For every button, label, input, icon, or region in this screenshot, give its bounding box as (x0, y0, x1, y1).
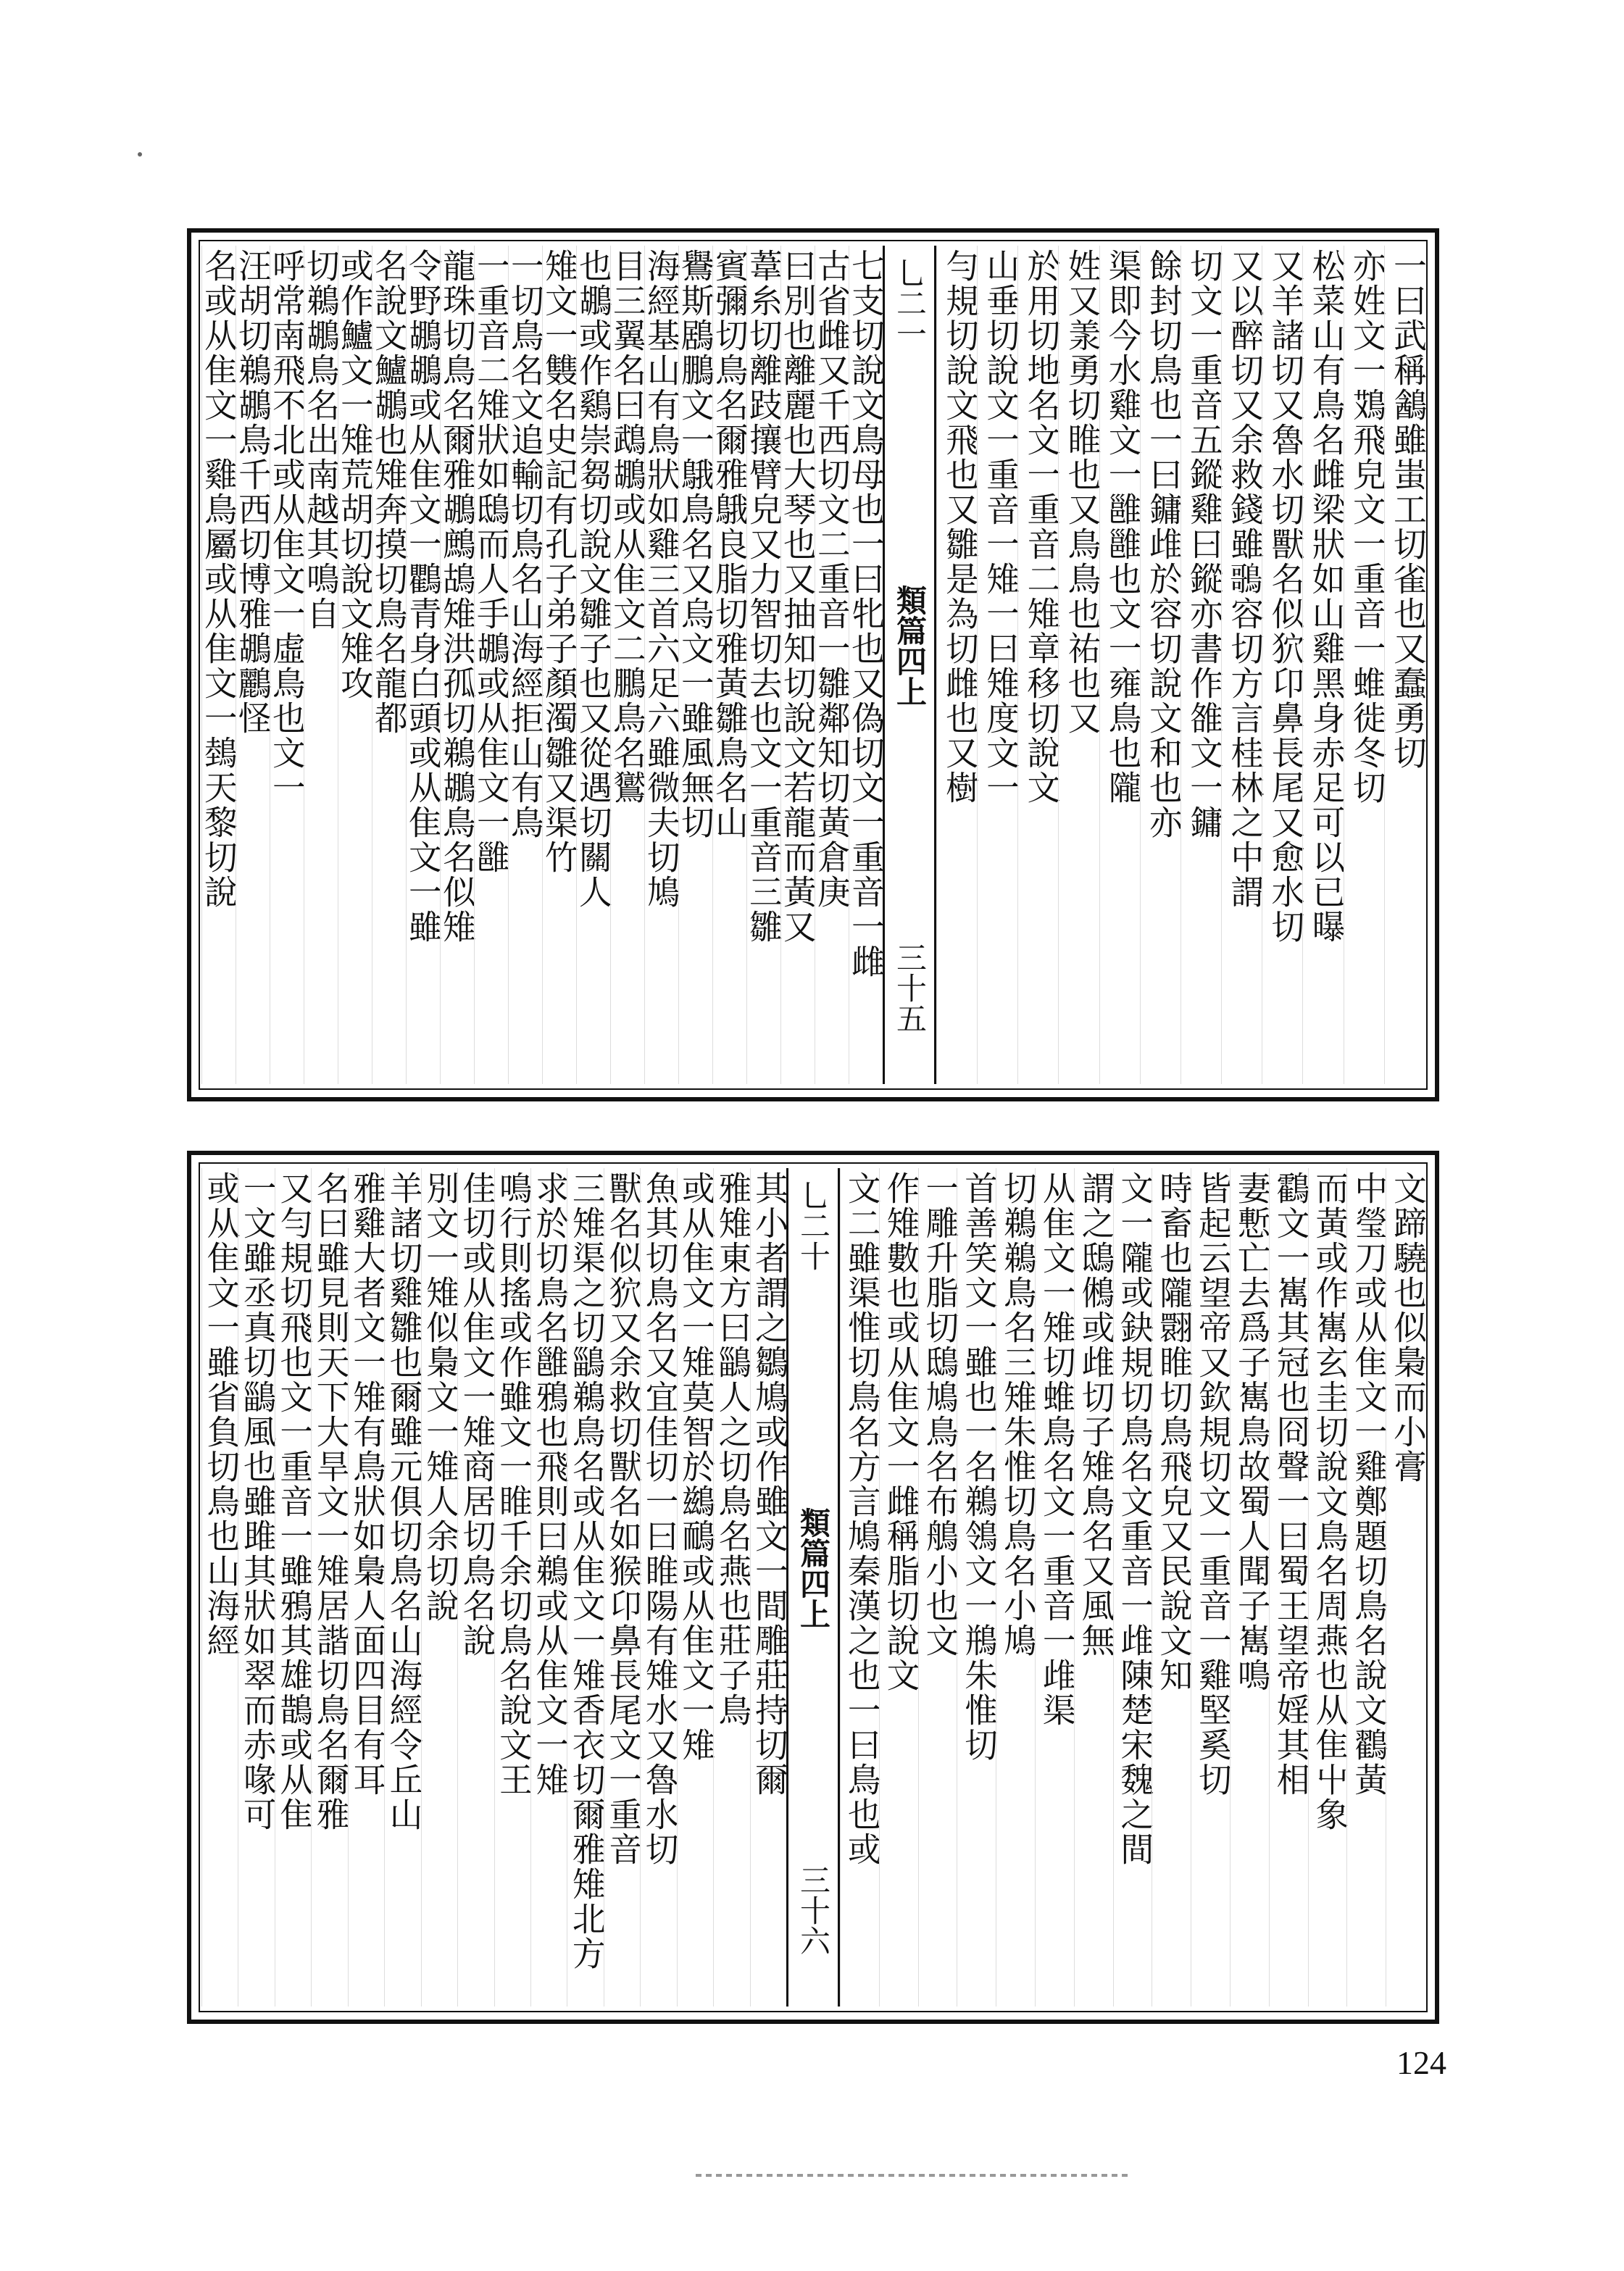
text-column: 其小者謂之鶵鳩或作雖文一間雕莊持切爾 (750, 1168, 786, 2007)
text-column: 勻規切說文飛也又雛是為切雌也又樹 (936, 246, 977, 1084)
text-column: 从隹文一雉切蜼鳥名文一重音一䧳渠 (1035, 1168, 1074, 2007)
text-column: 名曰雖見則天下大旱文一雉居諧切鳥名爾雅 (311, 1168, 347, 2007)
text-column: 獸名似狖又余救切獸名如猴卬鼻長尾文一重音 (604, 1168, 640, 2007)
text-column: 佳切或从隹文一雉商居切鳥名說 (457, 1168, 494, 2007)
bottom-gutter-title: 類篇四上 (796, 1507, 831, 1629)
text-column: 亦姓文一鴱飛皃文一重音一蜼徙冬切 (1344, 246, 1384, 1084)
top-gutter-title: 類篇四上 (892, 584, 928, 707)
text-column: 求於切鳥名雝鴉也飛則曰鵜或从隹文一雉 (530, 1168, 567, 2007)
text-column: 一雕升脂切鴟鳩鳥名布鵃小也文 (918, 1168, 957, 2007)
top-gutter-folio: 三十五 (892, 942, 928, 1033)
text-column: 七支切說文鳥母也一曰牝也又偽切文一重音一雌 (849, 246, 883, 1084)
text-column: 賓彌切鳥名爾雅䳘良脂切雅黃雛鳥名山 (712, 246, 746, 1084)
top-right-half-columns (936, 246, 1428, 1084)
text-column: 鸖文一嶲其冠也冏聲一曰蜀王望帝婬其相 (1269, 1168, 1308, 2007)
text-column: 海經基山有鳥狀如雞三首六足六雖微夫切鳩 (644, 246, 678, 1084)
text-column: 鸒斯鶋鵬文一䳘鳥名又烏文一雖風無切 (678, 246, 712, 1084)
text-column: 山垂切說文一重音一雉一曰雉度文一 (977, 246, 1017, 1084)
text-column: 一文雖丞真切鶅風也雖雎其狀如翠而赤喙可 (238, 1168, 274, 2007)
scan-dot (138, 152, 142, 157)
text-column: 古省雌又千西切文二重音一雛鄰知切黃倉庚 (815, 246, 849, 1084)
bottom-page-panel (187, 1151, 1439, 2024)
text-column: 謂之鴟鵂或䧳切子雉鳥名又風無 (1074, 1168, 1113, 2007)
text-column: 首善笑文一雖也一名鵜鴒文一鵧朱惟切 (957, 1168, 996, 2007)
page-number: 124 (1396, 2044, 1446, 2081)
text-column: 雅雉東方曰鶅人之切鳥名燕也莊子鳥 (713, 1168, 749, 2007)
text-column: 曰別也離麗也大琴也又抽知切說文若龍而黃又 (780, 246, 815, 1084)
text-column: 別文一雉似梟文一雉人余切說 (421, 1168, 457, 2007)
text-column: 時畜也隴翾睢切鳥飛皃又民說文知 (1152, 1168, 1191, 2007)
text-column: 一曰武稱䳺雖蚩工切雀也又蠢勇切 (1384, 246, 1425, 1084)
text-column: 又以醉切又余救錢雖𪃿容切方言桂林之中謂 (1221, 246, 1262, 1084)
text-column: 餘封切鳥也一曰鏞䧳於容切說文和也亦 (1140, 246, 1180, 1084)
text-column: 一重音二雉狀如鴟而人手鶘或从隹文一雝 (474, 246, 508, 1084)
text-column: 名或从隹文一雞鳥屬或从隹文一鵱天黎切說 (201, 246, 236, 1084)
text-column: 松菜山有鳥名雌梁狀如山雞黑身赤足可以已曝 (1302, 246, 1343, 1084)
text-column: 三雉渠之切鶅鵜鳥名或从隹文一雉香衣切爾雅雉北方 (567, 1168, 603, 2007)
text-column: 文一隴或鈌規切鳥名文重音一䧳陳楚宋魏之間 (1113, 1168, 1152, 2007)
text-column: 或作鱸文一雉荒胡切說文雉攻 (338, 246, 372, 1084)
text-column: 渠即今水雞文一雝雝也文一雍鳥也隴 (1099, 246, 1140, 1084)
text-column: 切文一重音五鏦雞曰鏦亦書作雒文一鏞 (1180, 246, 1221, 1084)
text-column: 葦糸切離跂攘臂皃又力智切去也文一重音三雛 (746, 246, 780, 1084)
text-column: 而黃或作嶲玄圭切說文鳥名周燕也从隹屮象 (1308, 1168, 1347, 2007)
text-column: 切鵜鵜鳥名三雉朱惟切鳥名小鳩 (996, 1168, 1035, 2007)
text-column: 也鶘或作鷄崇芻切說文雛子也又從遇切關人 (576, 246, 610, 1084)
text-column: 魚其切鳥名又宜佳切一曰睢陽有雉水又魯水切 (640, 1168, 676, 2007)
text-column: 文二雖渠惟切鳥名方言鳩秦漢之也一曰鳥也或 (840, 1168, 879, 2007)
text-column: 又勻規切飛也文一重音一雖鴉其雄鵲或从隹 (275, 1168, 311, 2007)
text-column: 文蹄驍也似梟而小膏 (1386, 1168, 1425, 2007)
text-column: 名說文鱸鶘也雉奔摸切鳥名龍都 (372, 246, 406, 1084)
text-column: 作雉數也或从隹文一雌稱脂切說文 (879, 1168, 918, 2007)
text-column: 中瑩刀或从隹文一雞鄭題切鳥名說文鸐黃 (1346, 1168, 1386, 2007)
text-column: 又羊諸切又魯水切獸名似狖卬鼻長尾又愈水切 (1262, 246, 1302, 1084)
text-column: 呼常南飛不北或从隹文一虛鳥也文一 (270, 246, 304, 1084)
text-column: 切鵜鶘鳥名出南越其鳴自 (304, 246, 338, 1084)
bottom-gutter-juan: 乚二十 (796, 1180, 831, 1271)
top-center-gutter (883, 246, 936, 1084)
text-column: 妻慙亡去爲子嶲鳥故蜀人聞子嶲鳴 (1230, 1168, 1269, 2007)
bottom-right-half-columns (840, 1168, 1428, 2007)
bottom-gutter-folio: 三十六 (796, 1864, 831, 1956)
text-column: 於用切地名文一重音二雉章移切說文 (1017, 246, 1058, 1084)
bottom-center-gutter (786, 1168, 840, 2007)
bottom-left-half-columns (201, 1168, 789, 2007)
text-column: 雅雞大者文一雉有鳥狀如梟人面四目有耳 (348, 1168, 384, 2007)
text-column: 羊諸切雞雛也爾雖元俱切鳥名山海經令丘山 (384, 1168, 420, 2007)
text-column: 鳴行則搖或作雖文一睢千余切鳥名說文王 (494, 1168, 530, 2007)
scan-edge-mark (696, 2174, 1130, 2177)
text-column: 汪胡切鵜鶘鳥千西切博雅鶘鸝怪 (236, 246, 270, 1084)
text-column: 令野鶘鶘或从隹文一鸜青身白頭或从隹文一雖 (406, 246, 440, 1084)
text-column: 皆起云望帝又欽規切文一重音一雞堅奚切 (1191, 1168, 1230, 2007)
text-column: 目三翼名曰鵡鶘或从隹文二鵬鳥名鸑 (610, 246, 644, 1084)
text-column: 或从隹文一雉莫智於鷀鴯或从隹文一雉 (677, 1168, 713, 2007)
top-left-half-columns (199, 246, 886, 1084)
text-column: 雉文一䨇名史記有孔子弟子顏濁雛又渠竹 (542, 246, 576, 1084)
text-column: 或从隹文一雖省負切鳥也山海經 (201, 1168, 238, 2007)
text-column: 一切鳥名文追輸切鳥名山海經拒山有鳥 (508, 246, 542, 1084)
top-page-panel (187, 228, 1439, 1101)
top-gutter-juan: 乚二一 (892, 257, 928, 349)
text-column: 姓又羕勇切睢也又鳥鳥也祐也又 (1058, 246, 1099, 1084)
text-column: 龍珠切鳥名爾雅鶘鷓鴣雉洪孤切鵜鶘鳥名似雉 (440, 246, 474, 1084)
